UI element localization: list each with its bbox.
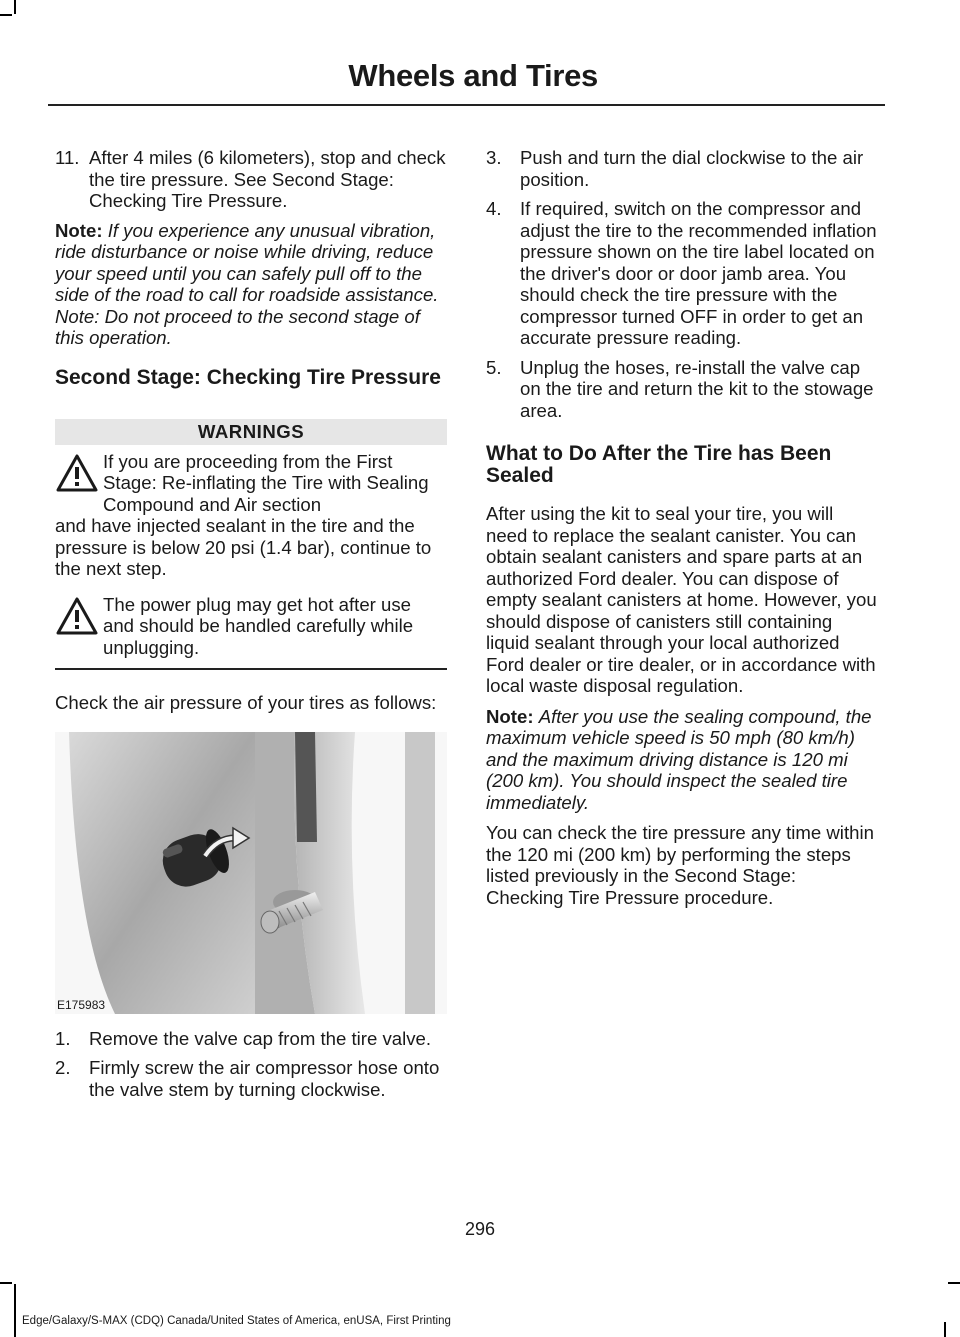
left-column bbox=[55, 147, 447, 1108]
step-text: Firmly screw the air compressor hose onto the valve stem by turning clockwise. bbox=[89, 1057, 440, 1100]
step-3 bbox=[486, 147, 878, 190]
note bbox=[55, 220, 447, 349]
note-text: After you use the sealing compound, the maximum vehicle speed is 50 mph (80 km/h) and the maximum driving distance is 120 mi (200 km). You should inspect the sealed tire immediately. bbox=[486, 705, 872, 813]
step-text: Remove the valve cap from the tire valve. bbox=[89, 1027, 432, 1049]
right-column bbox=[486, 147, 878, 917]
warning-text: The power plug may get hot after use and should be handled carefully while unplugging. bbox=[103, 593, 414, 658]
step-number: 4. bbox=[486, 198, 502, 219]
paragraph: Check the air pressure of your tires as follows: bbox=[55, 692, 437, 713]
crop-mark bbox=[944, 1322, 946, 1337]
step-1 bbox=[55, 1028, 447, 1050]
crop-mark bbox=[14, 0, 16, 14]
warning-text-continued: and have injected sealant in the tire and the pressure is below 20 psi (1.4 bar), continue to the next step. bbox=[55, 515, 432, 579]
step-number: 5. bbox=[486, 356, 502, 378]
section-heading: Second Stage: Checking Tire Pressure bbox=[55, 365, 441, 389]
valve-illustration bbox=[55, 732, 447, 1014]
warning-item bbox=[55, 594, 447, 659]
figure-code: E175983 bbox=[57, 997, 106, 1012]
step-number: 11. bbox=[55, 147, 80, 168]
warnings-header: WARNINGS bbox=[55, 419, 447, 445]
warning-triangle-icon bbox=[55, 453, 99, 493]
crop-mark bbox=[948, 1282, 960, 1284]
note-label: Note: bbox=[486, 705, 534, 727]
step-number: 2. bbox=[55, 1057, 71, 1078]
warning-item bbox=[55, 451, 447, 580]
warning-triangle-icon bbox=[55, 596, 99, 636]
warning-text: If you are proceeding from the First Stage: Re-inflating the Tire with Sealing Compound and Air section bbox=[103, 450, 429, 515]
section-heading: What to Do After the Tire has Been Sealed bbox=[486, 442, 832, 487]
step-number: 3. bbox=[486, 147, 502, 168]
step-text: Push and turn the dial clockwise to the air position. bbox=[520, 147, 864, 190]
crop-mark bbox=[14, 1284, 16, 1337]
page-title: Wheels and Tires bbox=[348, 58, 598, 93]
step-11 bbox=[55, 147, 447, 212]
page-number: 296 bbox=[464, 1219, 496, 1239]
step-2 bbox=[55, 1057, 447, 1100]
crop-mark bbox=[0, 1282, 12, 1284]
paragraph: After using the kit to seal your tire, you will need to replace the sealant canister. You can obtain sealant canisters and spare parts at an authorized Ford dealer. You can dispose of empty sealant canisters at home. However, you should dispose of canisters still containing liquid sealant through your local authorized Ford dealer or tire dealer, or in accordance with local waste disposal regulation. bbox=[486, 503, 877, 696]
warnings-end-rule bbox=[55, 668, 447, 670]
step-text: Unplug the hoses, re-install the valve cap on the tire and return the kit to the stowage area. bbox=[520, 356, 874, 421]
crop-mark bbox=[0, 14, 12, 16]
step-5 bbox=[486, 357, 878, 422]
note-text: If you experience any unusual vibration, ride disturbance or noise while driving, reduce your speed until you can safely pull off to the side of the road to call for roadside assistance. Note: Do not proceed to the second stage of this operation. bbox=[55, 219, 439, 348]
step-4 bbox=[486, 198, 878, 349]
step-number: 1. bbox=[55, 1027, 71, 1049]
header-rule bbox=[48, 104, 885, 106]
step-text: If required, switch on the compressor and adjust the tire to the recommended inflation pressure shown on the tire label located on the driver's door or door jamb area. You should check the tire pressure with the compressor turned OFF in order to get an accurate pressure reading. bbox=[520, 198, 877, 348]
footer-text: Edge/Galaxy/S-MAX (CDQ) Canada/United States of America, enUSA, First Printing bbox=[22, 1315, 451, 1327]
note bbox=[486, 706, 878, 814]
valve-cap-illustration bbox=[55, 732, 447, 1014]
note-label: Note: bbox=[55, 219, 103, 241]
step-text: After 4 miles (6 kilometers), stop and check the tire pressure. See Second Stage: Checking Tire Pressure. bbox=[89, 147, 446, 211]
paragraph: You can check the tire pressure any time within the 120 mi (200 km) by performing the steps listed previously in the Second Stage: Checking Tire Pressure procedure. bbox=[486, 822, 874, 908]
